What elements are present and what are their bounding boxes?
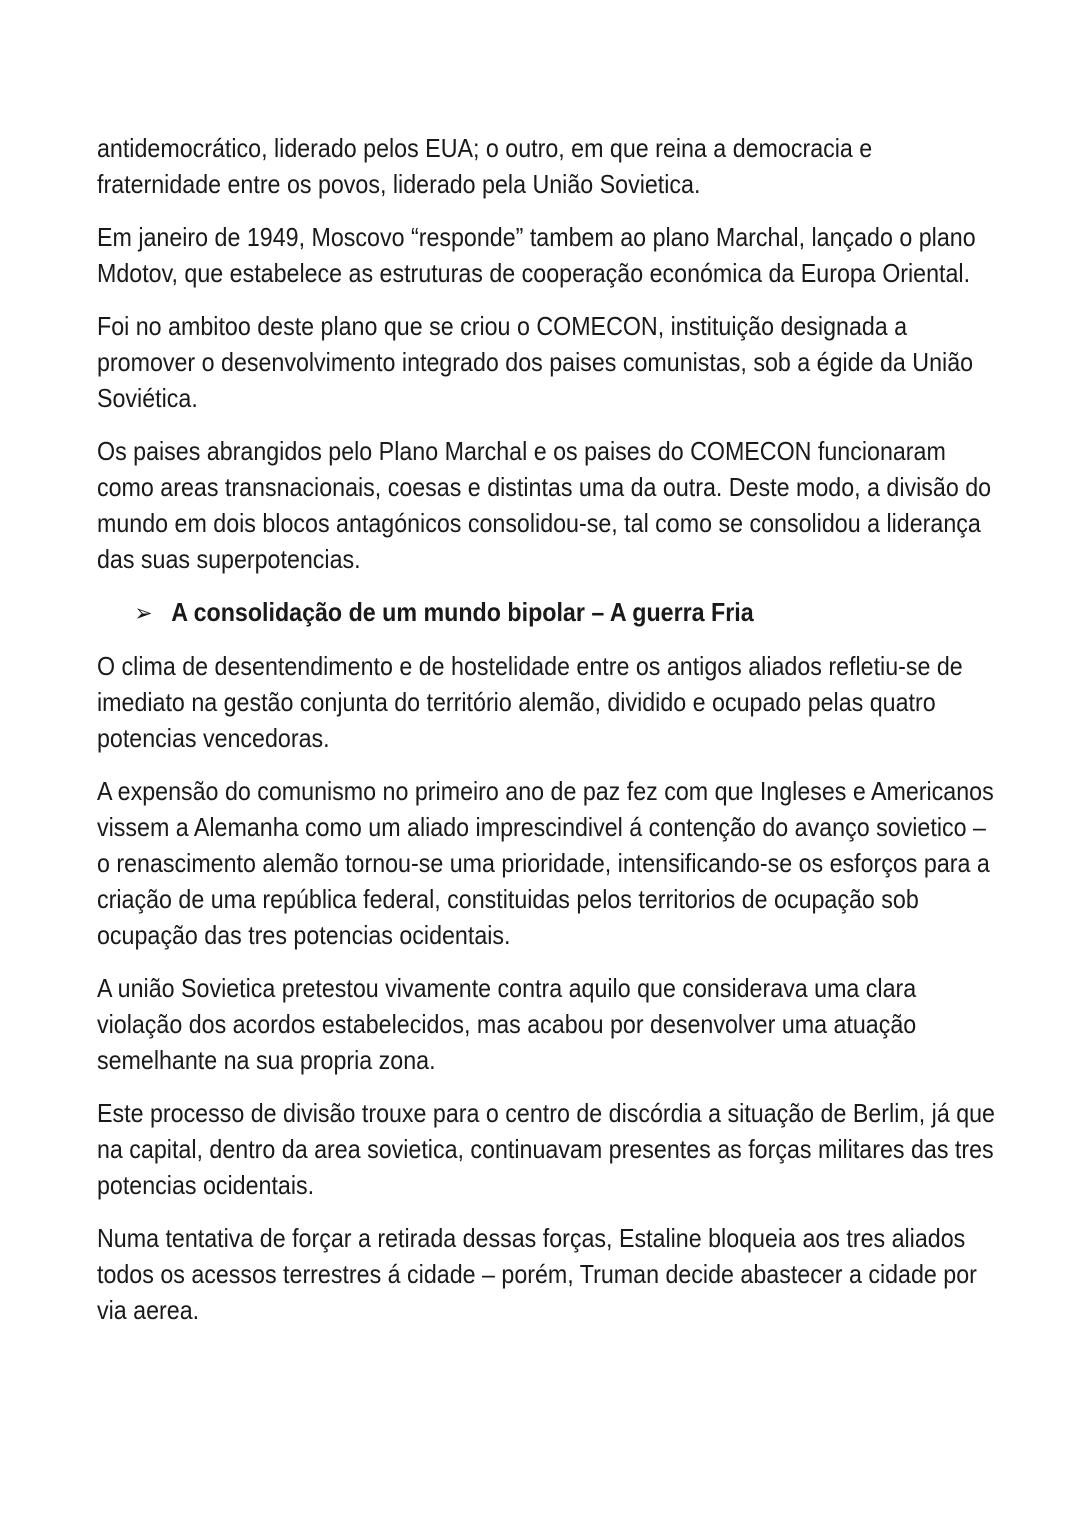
paragraph: antidemocrático, liderado pelos EUA; o outro, em que reina a democracia e fraternidade entre os povos, liderado pela União Sovietica. [97, 133, 873, 199]
paragraph: Este processo de divisão trouxe para o centro de discórdia a situação de Berlim, já que na capital, dentro da area sovietica, continuavam presentes as forças militares das tres potencias ocidentais. [97, 1098, 995, 1200]
section-heading-text: A consolidação de um mundo bipolar – A guerra Fria [171, 597, 754, 627]
paragraph: Numa tentativa de forçar a retirada dessas forças, Estaline bloqueia aos tres aliados todos os acessos terrestres á cidade – porém, Truman decide abastecer a cidade por via aerea. [97, 1223, 977, 1325]
paragraph: Em janeiro de 1949, Moscovo “responde” tambem ao plano Marchal, lançado o plano Mdotov, que estabelece as estruturas de cooperação económica da Europa Oriental. [97, 222, 976, 288]
document-body [97, 130, 995, 1345]
paragraph: O clima de desentendimento e de hostelidade entre os antigos aliados refletiu-se de imediato na gestão conjunta do território alemão, dividido e ocupado pelas quatro potencias vencedoras. [97, 651, 963, 753]
section-heading [97, 594, 995, 631]
paragraph: Os paises abrangidos pelo Plano Marchal e os paises do COMECON funcionaram como areas transnacionais, coesas e distintas uma da outra. Deste modo, a divisão do mundo em dois blocos antagónicos consolidou-se, tal como se consolidou a liderança das suas superpotencias. [97, 436, 992, 574]
arrow-bullet-icon: ➢ [134, 599, 153, 627]
paragraph: A expensão do comunismo no primeiro ano de paz fez com que Ingleses e Americanos vissem a Alemanha como um aliado imprescindivel á contenção do avanço sovietico – o renascimento alemão tornou-se uma prioridade, intensificando-se os esforços para a criação de uma república federal, constituidas pelos territorios de ocupação sob ocupação das tres potencias ocidentais. [97, 776, 994, 950]
paragraph: A união Sovietica pretestou vivamente contra aquilo que considerava uma clara violação dos acordos estabelecidos, mas acabou por desenvolver uma atuação semelhante na sua propria zona. [97, 973, 917, 1075]
paragraph: Foi no ambitoo deste plano que se criou o COMECON, instituição designada a promover o desenvolvimento integrado dos paises comunistas, sob a égide da União Soviética. [97, 311, 974, 413]
